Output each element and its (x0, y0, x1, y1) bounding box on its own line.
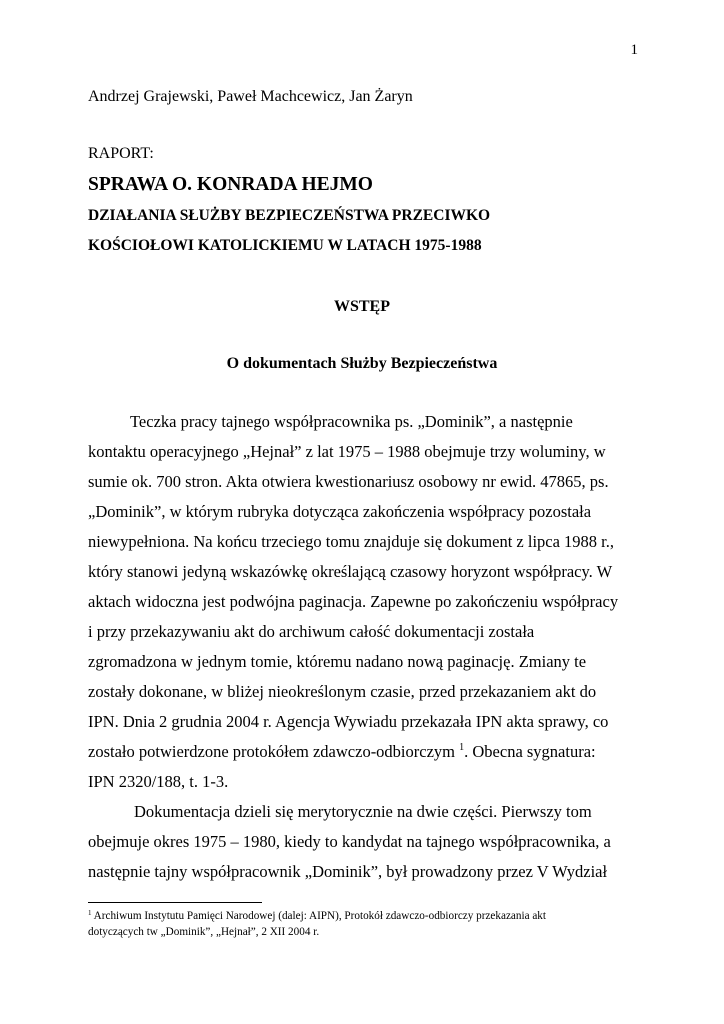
body-line: „Dominik”, w którym rubryka dotycząca zakończenia współpracy pozostała (88, 502, 592, 521)
raport-label: RAPORT: (88, 145, 154, 162)
body-line: Dokumentacja dzieli się merytorycznie na dwie części. Pierwszy tom (134, 802, 592, 821)
body-line: zostały dokonane, w bliżej nieokreślonym czasie, przed przekazaniem akt do (88, 682, 597, 701)
body-line: kontaktu operacyjnego „Hejnał” z lat 1975 – 1988 obejmuje trzy woluminy, w (88, 442, 606, 461)
body-line-part: zostało potwierdzone protokółem zdawczo-odbiorczym (88, 742, 460, 761)
page-number: 1 (630, 42, 638, 58)
body-line: Teczka pracy tajnego współpracownika ps. „Dominik”, a następnie (130, 412, 573, 431)
body-line: obejmuje okres 1975 – 1980, kiedy to kandydat na tajnego współpracownika, a (88, 832, 611, 851)
body-line: sumie ok. 700 stron. Akta otwiera kwestionariusz osobowy nr ewid. 47865, ps. (88, 472, 609, 491)
section-heading: WSTĘP (333, 298, 390, 315)
footnote-line-1 (88, 910, 546, 922)
body-line: IPN. Dnia 2 grudnia 2004 r. Agencja Wywiadu przekazała IPN akta sprawy, co (88, 712, 609, 731)
body-line-part: . Obecna sygnatura: (464, 742, 596, 761)
body-line: i przy przekazywaniu akt do archiwum całość dokumentacji została (88, 622, 535, 641)
footnote-reference[interactable]: 1 (459, 742, 465, 753)
subtitle-line-1: DZIAŁANIA SŁUŻBY BEZPIECZEŃSTWA PRZECIWKO (88, 207, 491, 224)
body-line: niewypełniona. Na końcu trzeciego tomu znajduje się dokument z lipca 1988 r., (88, 532, 615, 551)
body-line: który stanowi jedyną wskazówkę określającą czasowy horyzont współpracy. W (88, 562, 613, 581)
authors: Andrzej Grajewski, Paweł Machcewicz, Jan Żaryn (88, 88, 413, 105)
body-line-with-footnote-ref (88, 742, 596, 762)
body-line: następnie tajny współpracownik „Dominik”, był prowadzony przez V Wydział (88, 862, 608, 881)
body-line: IPN 2320/188, t. 1-3. (88, 772, 229, 791)
body-line: aktach widoczna jest podwójna paginacja. Zapewne po zakończeniu współpracy (88, 592, 619, 611)
subsection-heading: O dokumentach Służby Bezpieczeństwa (226, 355, 498, 372)
footnote-line-2: dotyczących tw „Dominik”, „Hejnał”, 2 XII 2004 r. (88, 926, 320, 938)
body-line: zgromadzona w jednym tomie, któremu nadano nową paginację. Zmiany te (88, 652, 587, 671)
footnote-text: Archiwum Instytutu Pamięci Narodowej (dalej: AIPN), Protokół zdawczo-odbiorczy przekazania akt (91, 910, 547, 922)
footnote-separator (88, 902, 262, 903)
main-title: SPRAWA O. KONRADA HEJMO (88, 174, 373, 195)
footnote-marker: 1 (88, 909, 92, 917)
subtitle-line-2: KOŚCIOŁOWI KATOLICKIEMU W LATACH 1975-1988 (88, 237, 482, 254)
